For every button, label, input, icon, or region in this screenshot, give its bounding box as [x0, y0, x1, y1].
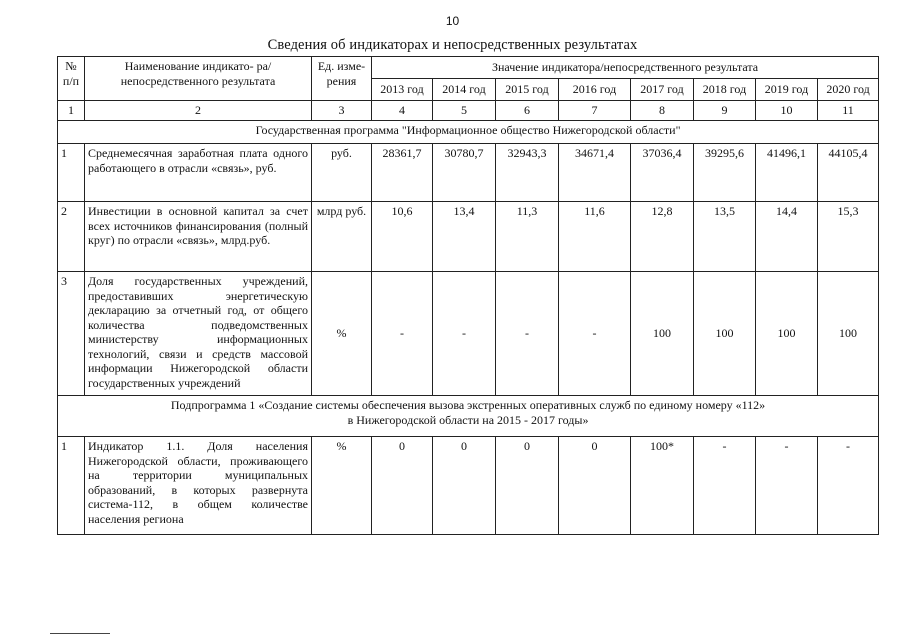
section-title-line: Подпрограмма 1 «Создание системы обеспечения вызова экстренных оперативных служб по единому номеру «112»: [170, 398, 766, 412]
value-cell: 100: [818, 272, 879, 396]
section-title: Государственная программа "Информационное общество Нижегородской области": [58, 121, 879, 144]
unit-cell: %: [312, 272, 372, 396]
value-cell: -: [694, 437, 756, 535]
unit-cell: %: [312, 437, 372, 535]
header-year-cell: 2016 год: [559, 79, 631, 101]
indicators-table: [57, 56, 879, 535]
table-row: [58, 437, 879, 535]
value-cell: 0: [559, 437, 631, 535]
column-number-cell: 1: [58, 101, 85, 121]
column-number-cell: 10: [756, 101, 818, 121]
header-year-cell: 2018 год: [694, 79, 756, 101]
value-cell: 41496,1: [756, 144, 818, 202]
indicator-name: Индикатор 1.1. Доля населения Нижегородской области, проживающего на территории муниципальных образований, в которых развернута система-112, в общем количестве населения региона: [85, 437, 312, 535]
header-year-cell: 2014 год: [433, 79, 496, 101]
column-number-cell: 9: [694, 101, 756, 121]
page-title: Сведения об индикаторах и непосредственных результатах: [267, 37, 638, 53]
value-cell: -: [433, 272, 496, 396]
value-cell: 11,6: [559, 202, 631, 272]
value-cell: 100: [631, 272, 694, 396]
table-row: [58, 202, 879, 272]
value-cell: -: [496, 272, 559, 396]
column-number-cell: 3: [312, 101, 372, 121]
table-row: [58, 144, 879, 202]
value-cell: 0: [433, 437, 496, 535]
table-row: [58, 272, 879, 396]
header-num-cell: № п/п: [58, 57, 85, 101]
value-cell: 100: [756, 272, 818, 396]
page-number: 10: [445, 14, 460, 28]
unit-cell: руб.: [312, 144, 372, 202]
value-cell: 37036,4: [631, 144, 694, 202]
section-header-row: [58, 396, 879, 437]
value-cell: 44105,4: [818, 144, 879, 202]
value-cell: 39295,6: [694, 144, 756, 202]
value-cell: 0: [372, 437, 433, 535]
indicator-name: Инвестиции в основной капитал за счет всех источников финансирования (полный круг) по отрасли «связь», млрд.руб.: [85, 202, 312, 272]
value-cell: 15,3: [818, 202, 879, 272]
unit-cell: млрд руб.: [312, 202, 372, 272]
header-year-cell: 2017 год: [631, 79, 694, 101]
header-year-cell: 2015 год: [496, 79, 559, 101]
value-cell: -: [559, 272, 631, 396]
value-cell: 11,3: [496, 202, 559, 272]
column-number-row: [58, 101, 879, 121]
column-number-cell: 4: [372, 101, 433, 121]
value-cell: 100: [694, 272, 756, 396]
value-cell: 100*: [631, 437, 694, 535]
value-cell: 28361,7: [372, 144, 433, 202]
row-number: 2: [58, 202, 85, 272]
column-number-cell: 2: [85, 101, 312, 121]
row-number: 1: [58, 437, 85, 535]
value-cell: 34671,4: [559, 144, 631, 202]
value-cell: 32943,3: [496, 144, 559, 202]
value-cell: 13,4: [433, 202, 496, 272]
value-cell: 30780,7: [433, 144, 496, 202]
header-year-cell: 2020 год: [818, 79, 879, 101]
header-row-top: [58, 57, 879, 79]
header-value-group-cell: Значение индикатора/непосредственного результата: [372, 57, 879, 79]
value-cell: 10,6: [372, 202, 433, 272]
value-cell: 13,5: [694, 202, 756, 272]
header-unit-cell: Ед. изме- рения: [312, 57, 372, 101]
value-cell: 0: [496, 437, 559, 535]
section-header-row: [58, 121, 879, 144]
header-year-cell: 2013 год: [372, 79, 433, 101]
value-cell: 12,8: [631, 202, 694, 272]
header-year-cell: 2019 год: [756, 79, 818, 101]
value-cell: -: [818, 437, 879, 535]
value-cell: -: [756, 437, 818, 535]
column-number-cell: 5: [433, 101, 496, 121]
column-number-cell: 11: [818, 101, 879, 121]
row-number: 3: [58, 272, 85, 396]
row-number: 1: [58, 144, 85, 202]
value-cell: 14,4: [756, 202, 818, 272]
header-name-cell: Наименование индикато- ра/непосредственного результата: [85, 57, 312, 101]
footnote-divider: [50, 633, 110, 634]
column-number-cell: 8: [631, 101, 694, 121]
column-number-cell: 7: [559, 101, 631, 121]
section-title-line: в Нижегородской области на 2015 - 2017 годы»: [347, 412, 589, 427]
indicator-name: Доля государственных учреждений, предоставивших энергетическую декларацию за отчетный год, от общего количества подведомственных министерству информационных технологий, связи и средств массовой информации Нижегородской области государственных учреждений: [85, 272, 312, 396]
indicator-name: Среднемесячная заработная плата одного работающего в отрасли «связь», руб.: [85, 144, 312, 202]
column-number-cell: 6: [496, 101, 559, 121]
section-title: [58, 396, 879, 437]
value-cell: -: [372, 272, 433, 396]
